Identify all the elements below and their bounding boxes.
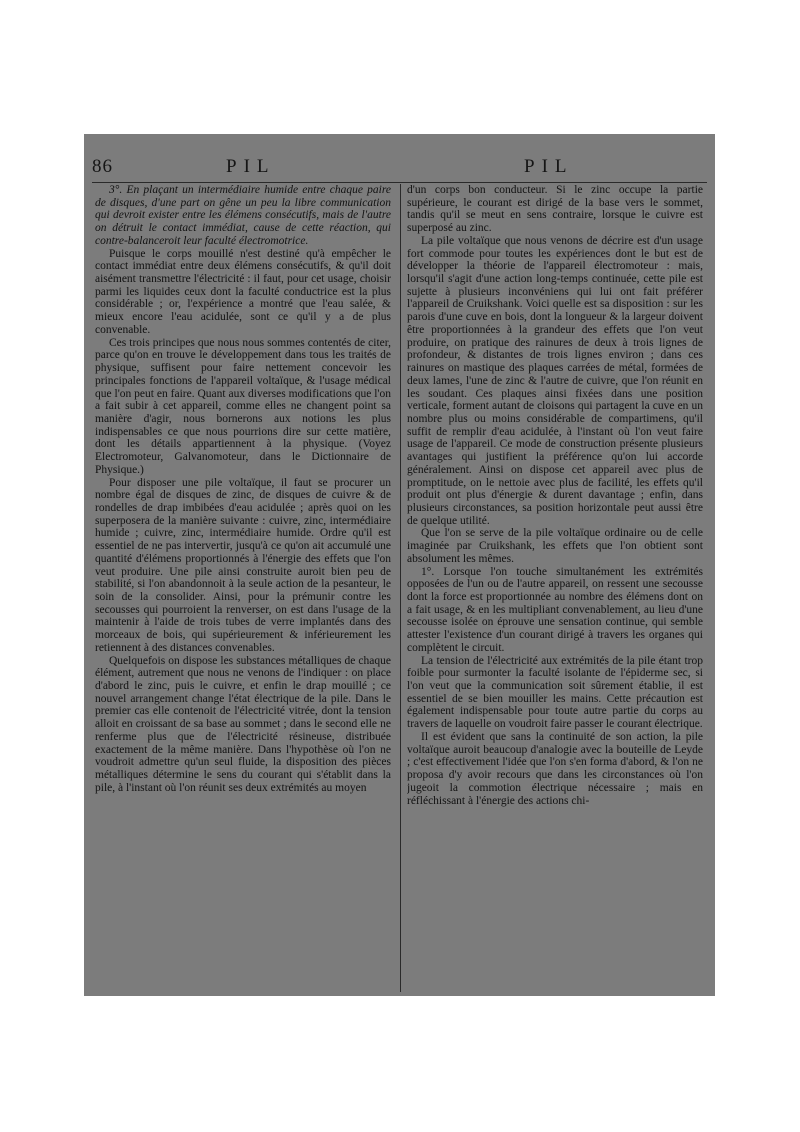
page-header — [84, 156, 715, 182]
page-number: 86 — [92, 156, 113, 177]
paragraph: Il est évident que sans la continuité de son action, la pile voltaïque auroit beaucoup d'analogie avec la bouteille de Leyde ; c'est effectivement l'idée que l'on s'en forma d'abord, & l'on ne proposa d'y avoir recours que dans les circonstances où l'on jugeoit la commotion électrique nécessaire ; mais en réfléchissant à l'énergie des actions chi- — [407, 730, 703, 807]
running-head-left: PIL — [226, 156, 276, 177]
scanned-page — [84, 134, 715, 996]
column-rule — [400, 184, 401, 992]
paragraph: Que l'on se serve de la pile voltaïque ordinaire ou de celle imaginée par Cruikshank, les effets que l'on obtient sont absolument les mêmes. — [407, 527, 703, 565]
paragraph: d'un corps bon conducteur. Si le zinc occupe la partie supérieure, le courant est dirigé de la base vers le sommet, tandis qu'il se meut en sens contraire, lorsque le cuivre est superposé au zinc. — [407, 184, 703, 235]
paragraph: La tension de l'électricité aux extrémités de la pile étant trop foible pour surmonter la faculté isolante de l'épiderme sec, si l'on veut que la communication soit sûrement établie, il est essentiel de se bien mouiller les mains. Cette précaution est également indispensable pour toute autre partie du corps au travers de laquelle on voudroit faire passer le courant électrique. — [407, 654, 703, 731]
left-column — [95, 184, 391, 992]
running-head-right: PIL — [524, 156, 574, 177]
paragraph: 1°. Lorsque l'on touche simultanément les extrémités opposées de l'un ou de l'autre appareil, on ressent une secousse dont la force est proportionnée au nombre des élémens dont on a fait usage, & en les multipliant convenablement, au lieu d'une secousse isolée on éprouve une sensation continue, qui semble attester l'existence d'un courant dirigé à travers les organes qui complètent le circuit. — [407, 565, 703, 654]
paragraph: Puisque le corps mouillé n'est destiné qu'à empêcher le contact immédiat entre deux élémens consécutifs, & qu'il doit aisément transmettre l'électricité : il faut, pour cet usage, choisir parmi les liquides ceux dont la faculté conductrice est la plus considérable ; or, l'expérience a montré que l'eau salée, & mieux encore l'eau acidulée, sont ce qu'il y a de plus convenable. — [95, 247, 391, 336]
header-rule — [92, 182, 707, 183]
paragraph: La pile voltaïque que nous venons de décrire est d'un usage fort commode pour toutes les expériences dont le but est de développer la théorie de l'appareil électromoteur : mais, lorsqu'il s'agit d'une action long-temps continuée, cette pile est sujette à plusieurs inconvéniens qui lui ont fait préférer l'appareil de Cruikshank. Voici quelle est sa disposition : sur les parois d'une cuve en bois, dont la longueur & la largeur doivent être proportionnées à la grandeur des effets que l'on veut produire, on pratique des rainures de deux à trois lignes de profondeur, & distantes de trois lignes environ ; dans ces rainures on mastique des plaques carrées de métal, formées de deux lames, l'une de zinc & l'autre de cuivre, que l'on réunit en les soudant. Ces plaques ainsi fixées dans une position verticale, forment autant de cloisons qui partagent la cuve en un nombre plus ou moins considérable de compartimens, qu'il suffit de remplir d'eau acidulée, à l'instant où l'on veut faire usage de l'appareil. Ce mode de construction présente plusieurs avantages qui justifient la préférence qu'on lui accorde généralement. Ainsi on dispose cet appareil avec plus de promptitude, on le nettoie avec plus de facilité, les effets qu'il produit ont plus d'énergie & durent davantage ; enfin, dans plusieurs circonstances, sa position horizontale peut aussi être de quelque utilité. — [407, 234, 703, 527]
paragraph: Quelquefois on dispose les substances métalliques de chaque élément, autrement que nous ne venons de l'indiquer : on place d'abord le zinc, puis le cuivre, et enfin le drap mouillé ; ce nouvel arrangement change l'état électrique de la pile. Dans le premier cas elle contenoit de l'électricité vitrée, dont la tension alloit en croissant de sa base au sommet ; dans le second elle ne renferme plus que de l'électricité résineuse, distribuée exactement de la même manière. Dans l'hypothèse où l'on ne voudroit admettre qu'un seul fluide, la disposition des pièces métalliques détermine le sens du courant qui s'établit dans la pile, à l'instant où l'on réunit ses deux extrémités au moyen — [95, 654, 391, 794]
right-column — [407, 184, 703, 992]
paragraph: Pour disposer une pile voltaïque, il faut se procurer un nombre égal de disques de zinc, de disques de cuivre & de rondelles de drap imbibées d'eau acidulée ; après quoi on les superposera de la manière suivante : cuivre, zinc, intermédiaire humide ; cuivre, zinc, intermédiaire humide. Ordre qu'il est essentiel de ne pas intervertir, jusqu'à ce qu'on ait accumulé une quantité d'élémens proportionnés à l'énergie des effets que l'on veut produire. Une pile ainsi construite auroit bien peu de stabilité, si l'on abandonnoit à la seule action de la pesanteur, le soin de la consolider. Ainsi, pour la prémunir contre les secousses qui pourroient la renverser, on est dans l'usage de la maintenir à l'aide de trois tubes de verre implantés dans des morceaux de bois, qui supérieurement & inférieurement les retiennent à des distances convenables. — [95, 476, 391, 654]
paragraph: Ces trois principes que nous nous sommes contentés de citer, parce qu'on en trouve le développement dans tous les traités de physique, suffisent pour faire nettement concevoir les principales fonctions de l'appareil voltaïque, & l'usage médical que l'on peut en faire. Quant aux diverses modifications que l'on a fait subir à cet appareil, comme elles ne changent point sa manière d'agir, nous bornerons aux notions les plus indispensables ce que nous pourrions dire sur cette matière, dont les détails appartiennent à la physique. (Voyez Electromoteur, Galvanomoteur, dans le Dictionnaire de Physique.) — [95, 336, 391, 476]
paragraph: 3°. En plaçant un intermédiaire humide entre chaque paire de disques, d'une part on gêne un peu la libre communication qui devroit exister entre les élémens consécutifs, mais de l'autre on détruit le contact immédiat, cause de cette réaction, qui contre-balanceroit leur faculté électromotrice. — [95, 184, 391, 247]
